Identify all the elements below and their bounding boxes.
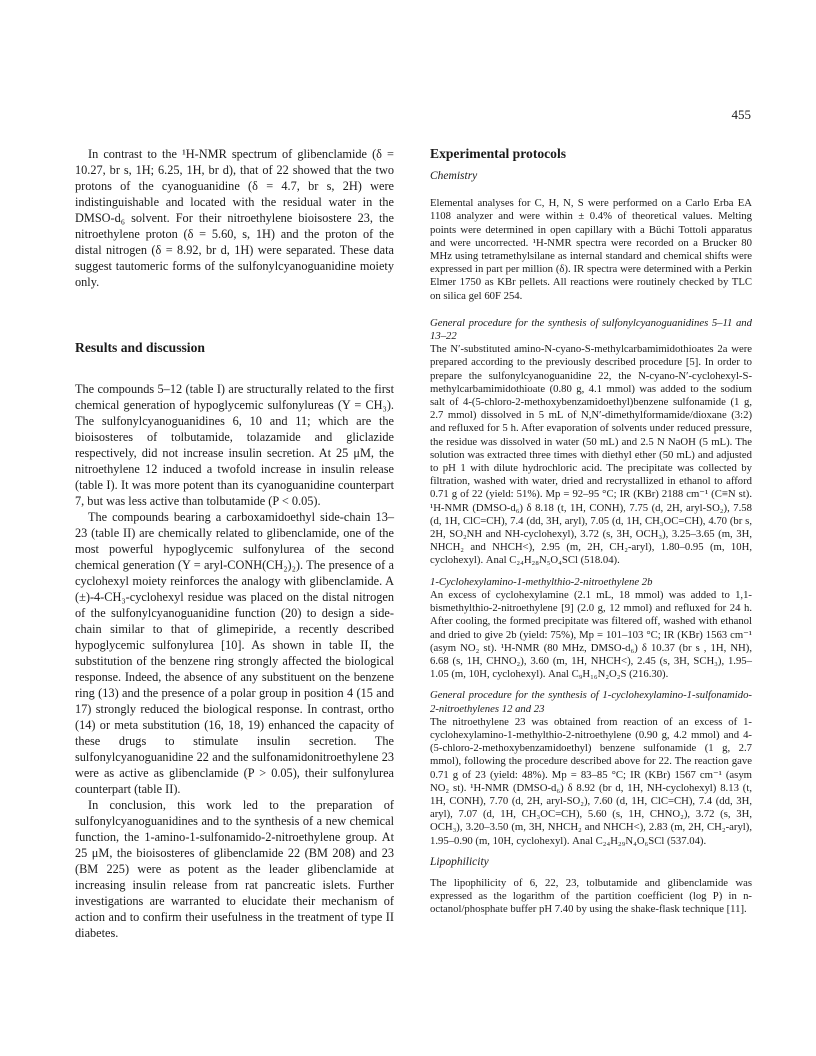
page-number: 455 (731, 107, 751, 122)
results-paragraph-3: In conclusion, this work led to the preparation of sulfonylcyanoguanidines and to the synthesis of a new chemical function, the 1-amino-1-sulfonamido-2-nitroethylene group. At 25 μM, the bioisosteres of glibenclamide 22 (BM 208) and 23 (BM 225) were as potent as the leader glibenclamide at increasing insulin release from rat pancreatic islets. Further investigations are warranted to elucidate their mechanism of action and to confirm their usefulness in the treatment of type II diabetes. (75, 798, 394, 940)
general-procedure-2-title: General procedure for the synthesis of 1-cyclohexylamino-1-sulfonamido-2-nitroethylenes 12 and 23 (430, 689, 752, 715)
compound-2b-title: 1-Cyclohexylamino-1-methylthio-2-nitroethylene 2b (430, 575, 653, 588)
experimental-heading: Experimental protocols (430, 146, 567, 161)
chemistry-subheading: Chemistry (430, 170, 478, 182)
intro-paragraph: In contrast to the ¹H-NMR spectrum of glibenclamide (δ = 10.27, br s, 1H; 6.25, 1H, br d), that of 22 showed that the two protons of the cyanoguanidine (δ = 4.7, br s, 2H) were indistinguishable and located with the residual water in the DMSO-d₆ solvent. For their nitroethylene bioisostere 23, the nitroethylene proton (δ = 5.60, s, 1H) and the proton of the distal nitrogen (δ = 8.92, br d, 1H) were separated. These data suggest tautomeric forms of the sulfonylcyanoguanidine moiety only. (75, 147, 394, 289)
general-procedure-1-text: The N′-substituted amino-N-cyano-S-methylcarbamimidothioates 2a were prepared according to the previously described procedure [5]. In order to prepare the sulfonylcyanoguanidine 22, the N-cyano-N′-cyclohexyl-S-methylcarbamimidothioate (0.80 g, 4.1 mmol) was added to the sodium salt of 4-(5-chloro-2-methoxybenzamidoethyl)benzene sulfonamide (1 g, 2.7 mmol) dissolved in 5 mL of N,N′-dimethylformamide/dioxane (3:2) and refluxed for 5 h. After evaporation of solvents under reduced pressure, the residue was dissolved in water (50 mL) and 2.5 N NaOH (5 mL). The solution was extracted three times with diethyl ether (50 mL) and adjusted to pH 1 with dilute hydrochloric acid. The precipitate was collected by filtration, washed with water, dried and recrystallized in ethanol to afford 0.71 g of 22 (yield: 51%). Mp = 92–95 °C; IR (KBr) 2188 cm⁻¹ (C≡N st). ¹H-NMR (DMSO-d₆) δ 8.18 (t, 1H, CONH), 7.75 (d, 2H, aryl-SO₂), 7.58 (d, 1H, ClC=CH), 7.4 (dd, 3H, aryl), 7.05 (d, 1H, CH₃OC=CH), 4.70 (br s, 2H, SO₂NH and NH-cyclohexyl), 3.72 (s, 3H, OCH₃), 3.25–3.65 (m, 3H, NHCH₂ and NHCH<), 2.95 (m, 2H, CH₂-aryl), 1.80–0.95 (m, 10H, cyclohexyl). Anal C₂₄H₂₈N₅O₄SCl (518.04). (430, 343, 752, 567)
compound-2b-text: An excess of cyclohexylamine (2.1 mL, 18 mmol) was added to 1,1-bismethylthio-2-nitroethylene [9] (2.0 g, 12 mmol) and refluxed for 24 h. After cooling, the formed precipitate was filtered off, washed with ethanol and dried to give 2b (yield: 75%), Mp = 101–103 °C; IR (KBr) 1563 cm⁻¹ (asym NO₂ st). ¹H-NMR (80 MHz, DMSO-d₆) δ 10.37 (br s , 1H, NH), 6.68 (s, 1H, CHNO₂), 3.60 (m, 1H, NHCH<), 2.45 (s, 3H, SCH₃), 1.95–1.05 (m, 10H, cyclohexyl). Anal C₉H₁₆N₂O₂S (216.30). (430, 588, 752, 681)
results-heading: Results and discussion (75, 340, 205, 355)
general-procedure-1-title: General procedure for the synthesis of sulfonylcyanoguanidines 5–11 and 13–22 (430, 316, 752, 343)
left-column (75, 146, 394, 941)
results-paragraph-2: The compounds bearing a carboxamidoethyl side-chain 13–23 (table II) are chemically related to glibenclamide, one of the most powerful hypoglycemic sulfonylurea of the second chemical generation (Y = aryl-CONH(CH₂)₂). The presence of a cyclohexyl moiety reinforces the analogy with glibenclamide. A (±)-4-CH₃-cyclohexyl residue was placed on the distal nitrogen of the sulfonylcyanoguanidine function (20) to design a side-chain similar to that of glimepiride, a recently described hypoglycemic sulfonylurea [10]. As shown in table II, the substitution of the benzene ring strongly affected the biological response. Indeed, the absence of any substituent on the benzene ring (13) and the presence of a polar group in position 4 (15 and 17) strongly reduced the biological response. In contrast, ortho (14) or meta substitution (16, 18, 19) enhanced the capacity of these drugs to stimulate insulin secretion. The sulfonylcyanoguanidine 22 and the sulfonamidonitroethylene 23 were as active as glibenclamide (P > 0.05), their sulfonylurea counterpart (table II). (75, 510, 394, 796)
chemistry-paragraph: Elemental analyses for C, H, N, S were performed on a Carlo Erba EA 1108 analyzer and were within ± 0.4% of theoretical values. Melting points were determined in open capillary with a Büchi Tottoli apparatus and were uncorrected. ¹H-NMR spectra were recorded on a Brucker 80 MHz using tetramethylsilane as internal standard and chemical shifts were expressed in part per million (δ). IR spectra were determined with a Perkin Elmer 1750 as KBr pellets. All reactions were routinely checked by TLC on silica gel 60F 254. (430, 197, 752, 302)
general-procedure-2-text: The nitroethylene 23 was obtained from reaction of an excess of 1-cyclohexylamino-1-methylthio-2-nitroethylene (0.90 g, 4.2 mmol) and 4-(5-chloro-2-methoxybenzamidoethyl) benzene sulfonamide (1 g, 2.7 mmol), following the procedure described above for 22. The reaction gave 0.71 g of 23 (yield: 48%). Mp = 83–85 °C; IR (KBr) 1567 cm⁻¹ (asym NO₂ st). ¹H-NMR (DMSO-d₆) δ 8.92 (br d, 1H, NH-cyclohexyl) 8.13 (t, 1H, CONH), 7.70 (d, 2H, aryl-SO₂), 7.60 (d, 1H, ClC=CH), 7.4 (dd, 3H, aryl), 7.07 (d, 1H, CH₃OC=CH), 5.60 (s, 1H, CHNO₂), 3.72 (s, 3H, OCH₃), 3.20–3.50 (m, 3H, NHCH₂ and NHCH<), 2.83 (m, 2H, CH₂-aryl), 1.95–0.90 (m, 10H, cyclohexyl). Anal C₂₄H₂₉N₄O₆SCl (537.04). (430, 715, 752, 847)
lipophilicity-subheading: Lipophilicity (430, 855, 489, 868)
results-paragraph-1: The compounds 5–12 (table I) are structurally related to the first chemical generation of hypoglycemic sulfonylureas (Y = CH₃). The sulfonylcyanoguanidines 6, 10 and 11; which are the bioisosteres of tolbutamide, tolazamide and gliclazide respectively, did not increase insulin secretion. At 25 μM, the nitroethylene 12 induced a twofold increase in insulin release (table I). It was more potent than its cyanoguanidine counterpart 7, but was less active than tolbutamide (P < 0.05). (75, 382, 394, 508)
right-column (430, 146, 752, 917)
lipophilicity-paragraph: The lipophilicity of 6, 22, 23, tolbutamide and glibenclamide was expressed as the logarithm of the partition coefficient (log P) in n-octanol/phosphate buffer pH 7.40 by using the shake-flask technique [11]. (430, 876, 752, 916)
